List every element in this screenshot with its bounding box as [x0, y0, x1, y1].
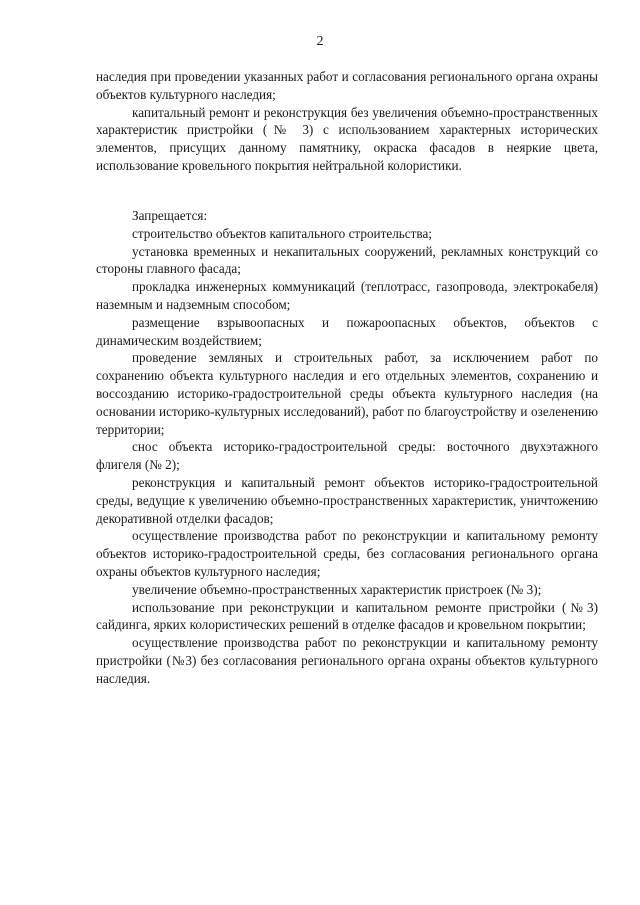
prohibited-heading: Запрещается:	[132, 208, 208, 223]
prohibited-item: строительство объектов капитального строительства;	[132, 225, 432, 241]
prohibited-item: увеличение объемно-пространственных характеристик пристроек (№ 3);	[132, 581, 542, 597]
prohibited-item: снос объекта историко-градостроительной среды: восточного двухэтажного флигеля (№ 2);	[96, 439, 598, 473]
intro-paragraph-continuation: наследия при проведении указанных работ и согласования регионального органа охраны объектов культурного наследия;	[96, 69, 598, 102]
prohibited-item: размещение взрывоопасных и пожароопасных объектов, объектов с динамическим воздействием;	[96, 314, 598, 348]
intro-paragraph-permitted-repair: капитальный ремонт и реконструкция без увеличения объемно-пространственных характеристик пристройки (№ 3) с использованием характерных исторических элементов, присущих данному памятнику, окраска фасадов в неяркие цвета, использование кровельного покрытия нейтральной колористики.	[96, 104, 598, 173]
prohibited-item: реконструкция и капитальный ремонт объектов историко-градостроительной среды, ведущие к увеличению объемно-пространственных характеристик, уничтожению декоративной отделки фасадов;	[96, 474, 598, 526]
prohibited-section	[96, 207, 598, 688]
prohibited-item: прокладка инженерных коммуникаций (теплотрасс, газопровода, электрокабеля) наземным и надземным способом;	[96, 279, 598, 312]
prohibited-item: использование при реконструкции и капитальном ремонте пристройки (№3) сайдинга, ярких колористических решений в отделке фасадов и кровельном покрытии;	[96, 599, 598, 633]
prohibited-item: проведение земляных и строительных работ, за исключением работ по сохранению объекта культурного наследия и его отдельных элементов, сохранению и воссозданию историко-градостроительной среды объекта культурного наследия (на основании историко-культурных исследований), работ по благоустройству и озеленению территории;	[96, 350, 598, 437]
prohibited-item: осуществление производства работ по реконструкции и капитальному ремонту объектов историко-градостроительной среды, без согласования регионального органа охраны объектов культурного наследия;	[96, 528, 598, 579]
prohibited-item: установка временных и некапитальных сооружений, рекламных конструкций со стороны главного фасада;	[96, 243, 598, 277]
intro-section	[96, 68, 598, 175]
page-number: 2	[316, 34, 324, 49]
prohibited-item: осуществление производства работ по реконструкции и капитальному ремонту пристройки (№3) без согласования регионального органа охраны объектов культурного наследия.	[96, 635, 598, 686]
